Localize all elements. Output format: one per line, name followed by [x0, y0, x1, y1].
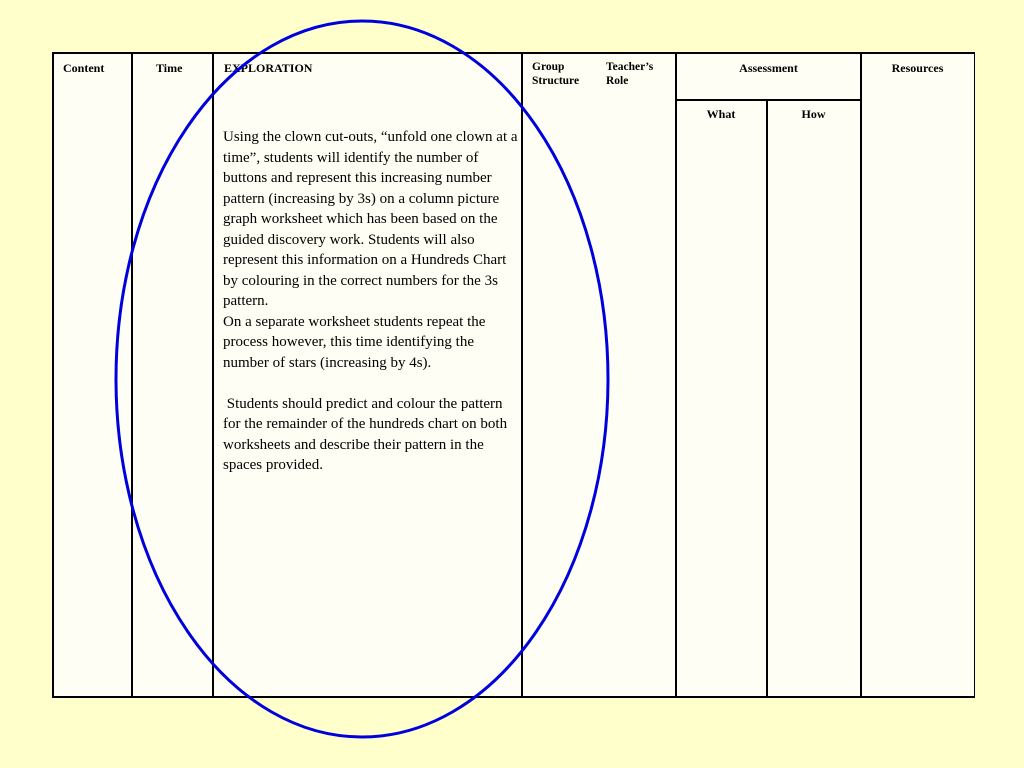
divider-group-assessment — [675, 52, 677, 698]
header-group-structure: Group Structure — [532, 61, 580, 87]
header-what: What — [706, 107, 736, 121]
header-assessment: Assessment — [739, 61, 798, 75]
header-content: Content — [63, 61, 105, 75]
table-bottom-border — [52, 696, 975, 698]
table-top-border — [52, 52, 975, 54]
header-resources: Resources — [891, 61, 944, 75]
header-time: Time — [156, 61, 183, 75]
exploration-body-text: Using the clown cut-outs, “unfold one clown at a time”, students will identify the number of buttons and represent this increasing number pattern (increasing by 3s) on a column picture graph worksheet which has been based on the guided discovery work. Students will also represent this information on a Hundreds Chart by colouring in the correct numbers for the 3s pattern. On a separate worksheet students repeat the process however, this time identifying the number of stars (increasing by 4s). Students should predict and colour the pattern for the remainder of the hundreds chart on both worksheets and describe their pattern in the spaces provided. — [223, 129, 518, 473]
divider-what-how — [766, 99, 768, 698]
table-left-border — [52, 52, 54, 698]
header-how: How — [801, 107, 826, 121]
divider-content-time — [131, 52, 133, 698]
header-teachers-role: Teacher’s Role — [606, 61, 654, 87]
table-right-border — [974, 52, 976, 698]
assessment-subheader-line — [675, 99, 862, 101]
header-exploration: EXPLORATION — [224, 61, 313, 75]
divider-assessment-resources — [860, 52, 862, 698]
divider-time-exploration — [212, 52, 214, 698]
